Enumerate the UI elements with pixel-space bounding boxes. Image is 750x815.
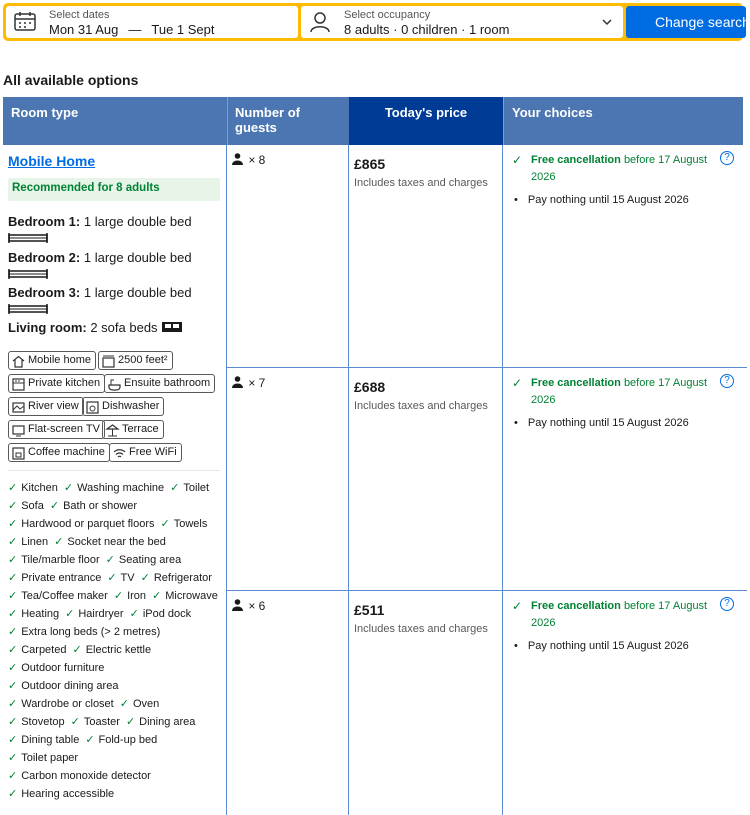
facility-chip <box>109 443 182 462</box>
facility-chip <box>82 397 164 416</box>
bed-info-bedroom-3 <box>8 285 192 300</box>
column-divider <box>502 145 503 815</box>
amenity-row <box>8 787 120 800</box>
amenity-item: Toilet paper <box>21 752 79 764</box>
amenity-item: Fold-up bed <box>98 734 158 746</box>
amenity-item: Extra long beds (> 2 metres) <box>21 626 161 638</box>
guest-count-value: × 6 <box>248 599 266 613</box>
terrace-icon <box>106 424 119 437</box>
facility-label: Dishwasher <box>102 400 160 412</box>
date-separator: — <box>128 22 142 37</box>
bed-room-label: Living room: <box>8 320 87 335</box>
check-in-date: Mon 31 Aug <box>49 22 119 37</box>
check-icon: ✓ <box>8 500 18 512</box>
facility-chip <box>8 351 96 370</box>
check-icon: ✓ <box>65 608 75 620</box>
person-icon <box>232 153 243 165</box>
double-bed-icon <box>8 303 48 315</box>
check-icon: ✓ <box>119 698 129 710</box>
wifi-icon <box>113 447 126 460</box>
check-icon: ✓ <box>8 518 18 530</box>
price: £865 <box>354 156 386 172</box>
amenity-item: Linen <box>21 536 49 548</box>
check-icon: ✓ <box>129 608 139 620</box>
row-divider <box>227 590 747 591</box>
header-guests: Number of guests <box>227 97 348 145</box>
price: £688 <box>354 379 386 395</box>
occupancy-picker[interactable] <box>301 6 623 38</box>
amenity-item: Carpeted <box>21 644 67 656</box>
check-icon: ✓ <box>8 752 18 764</box>
facility-label: Mobile home <box>28 354 91 366</box>
facility-label: 2500 feet² <box>118 354 168 366</box>
pay-later <box>514 417 689 429</box>
pay-later <box>514 194 689 206</box>
check-out-date: Tue 1 Sept <box>151 22 215 37</box>
check-icon: ✓ <box>8 716 18 728</box>
help-icon[interactable]: ? <box>720 374 734 388</box>
amenity-item: Microwave <box>165 590 218 602</box>
check-icon: ✓ <box>85 734 95 746</box>
person-icon <box>309 11 331 33</box>
amenity-item: Kitchen <box>21 482 58 494</box>
bed-room-value: 1 large double bed <box>83 250 192 265</box>
amenity-row <box>8 661 110 674</box>
amenity-row <box>8 607 197 620</box>
kitchen-icon <box>12 378 25 391</box>
bed-room-label: Bedroom 3: <box>8 285 81 300</box>
date-picker[interactable] <box>6 6 298 38</box>
amenity-item: Towels <box>173 518 208 530</box>
amenity-row <box>8 535 172 548</box>
free-cancellation-label: Free cancellation <box>531 377 621 389</box>
check-icon: ✓ <box>8 680 18 692</box>
amenity-item: Hairdryer <box>78 608 124 620</box>
amenity-row <box>8 481 215 494</box>
amenities-divider <box>8 470 220 471</box>
free-cancellation <box>512 598 712 632</box>
check-icon: ✓ <box>8 662 18 674</box>
dishwasher-icon <box>86 401 99 414</box>
amenity-row <box>8 589 224 602</box>
amenity-item: iPod dock <box>142 608 192 620</box>
check-icon: ✓ <box>512 599 523 613</box>
tax-note: Includes taxes and charges <box>354 177 488 189</box>
bed-room-value: 2 sofa beds <box>90 320 158 335</box>
amenity-item: Heating <box>21 608 60 620</box>
amenity-item: Outdoor furniture <box>21 662 105 674</box>
amenity-item: Refrigerator <box>153 572 212 584</box>
check-icon: ✓ <box>512 376 523 390</box>
free-cancellation <box>512 375 712 409</box>
check-icon: ✓ <box>70 716 80 728</box>
check-icon: ✓ <box>140 572 150 584</box>
amenity-item: Iron <box>127 590 147 602</box>
bath-icon <box>108 378 121 391</box>
amenity-row <box>8 733 163 746</box>
amenity-item: Bath or shower <box>63 500 138 512</box>
amenity-item: Tea/Coffee maker <box>21 590 108 602</box>
check-icon: ✓ <box>107 572 117 584</box>
header-room-type: Room type <box>11 105 79 120</box>
amenity-item: Toilet <box>183 482 210 494</box>
landscape-icon <box>12 401 25 414</box>
facility-label: Private kitchen <box>28 377 101 389</box>
recommended-badge: Recommended for 8 adults <box>8 178 220 201</box>
person-icon <box>232 599 243 611</box>
help-icon[interactable]: ? <box>720 151 734 165</box>
cancellation-deadline: before 17 August 2026 <box>531 600 708 629</box>
facility-chip <box>98 351 173 370</box>
amenity-item: Outdoor dining area <box>21 680 119 692</box>
amenity-row <box>8 553 187 566</box>
change-search-button[interactable]: Change search <box>626 6 746 38</box>
bed-room-label: Bedroom 1: <box>8 214 81 229</box>
facility-chip <box>102 420 164 439</box>
amenity-item: Sofa <box>21 500 44 512</box>
room-name-link[interactable]: Mobile Home <box>8 153 96 169</box>
facility-label: River view <box>28 400 79 412</box>
free-cancellation-label: Free cancellation <box>531 600 621 612</box>
amenity-item: Hearing accessible <box>21 788 115 800</box>
occupancy-value: 8 adults · 0 children · 1 room <box>344 22 510 37</box>
amenity-item: Electric kettle <box>85 644 152 656</box>
chevron-down-icon <box>601 16 613 28</box>
amenity-item: Seating area <box>118 554 182 566</box>
section-title: All available options <box>3 72 139 88</box>
check-icon: ✓ <box>8 482 18 494</box>
check-icon: ✓ <box>152 590 162 602</box>
facility-label: Free WiFi <box>129 446 177 458</box>
bed-room-value: 1 large double bed <box>83 214 192 229</box>
bed-info-bedroom-1 <box>8 214 192 229</box>
check-icon: ✓ <box>8 554 18 566</box>
check-icon: ✓ <box>125 716 136 728</box>
pay-later <box>514 640 689 652</box>
house-icon <box>12 355 25 368</box>
check-icon: ✓ <box>105 554 115 566</box>
facility-label: Ensuite bathroom <box>124 377 211 389</box>
check-icon: ✓ <box>8 644 18 656</box>
check-icon: ✓ <box>63 482 74 494</box>
amenity-item: Dining area <box>139 716 196 728</box>
amenity-row <box>8 715 201 728</box>
help-icon[interactable]: ? <box>720 597 734 611</box>
guest-count-value: × 8 <box>248 153 266 167</box>
amenity-row <box>8 499 143 512</box>
header-price: Today's price <box>349 97 503 145</box>
check-icon: ✓ <box>8 770 18 782</box>
facility-chip <box>8 420 105 439</box>
amenity-item: Tile/marble floor <box>21 554 100 566</box>
column-divider <box>348 145 349 815</box>
facility-chip <box>104 374 215 393</box>
guest-count <box>232 153 265 167</box>
dates-label: Select dates <box>49 9 110 21</box>
dates-value <box>49 22 215 37</box>
header-choices: Your choices <box>503 97 743 145</box>
bed-info-living-room <box>8 320 183 335</box>
amenity-row <box>8 625 166 638</box>
amenity-row <box>8 517 213 530</box>
amenity-item: Washing machine <box>77 482 165 494</box>
amenity-item: Private entrance <box>21 572 102 584</box>
guest-count-value: × 7 <box>248 376 266 390</box>
facility-label: Terrace <box>122 423 159 435</box>
facility-chip <box>8 374 105 393</box>
double-bed-icon <box>8 232 48 244</box>
amenity-item: Dining table <box>21 734 80 746</box>
amenity-item: Oven <box>132 698 160 710</box>
check-icon: ✓ <box>8 788 18 800</box>
free-cancellation <box>512 152 712 186</box>
coffee-icon <box>12 447 25 460</box>
check-icon: ✓ <box>160 518 170 530</box>
check-icon: ✓ <box>8 608 18 620</box>
bed-info-bedroom-2 <box>8 250 192 265</box>
amenity-item: Wardrobe or closet <box>21 698 114 710</box>
facility-chip <box>8 397 84 416</box>
price: £511 <box>354 602 385 618</box>
cancellation-deadline: before 17 August 2026 <box>531 154 708 183</box>
check-icon: ✓ <box>72 644 82 656</box>
bullet-icon: • <box>514 417 518 429</box>
check-icon: ✓ <box>54 536 64 548</box>
tv-icon <box>12 424 25 437</box>
pay-later-text: Pay nothing until 15 August 2026 <box>527 194 689 206</box>
amenity-item: Carbon monoxide detector <box>21 770 151 782</box>
check-icon: ✓ <box>8 734 18 746</box>
table-header <box>3 97 743 145</box>
free-cancellation-label: Free cancellation <box>531 154 621 166</box>
amenity-row <box>8 697 165 710</box>
tax-note: Includes taxes and charges <box>354 400 488 412</box>
amenity-item: Stovetop <box>21 716 65 728</box>
check-icon: ✓ <box>8 626 18 638</box>
check-icon: ✓ <box>8 698 18 710</box>
facility-label: Coffee machine <box>28 446 105 458</box>
row-divider <box>227 367 747 368</box>
search-bar <box>3 3 750 41</box>
check-icon: ✓ <box>113 590 124 602</box>
tax-note: Includes taxes and charges <box>354 623 488 635</box>
check-icon: ✓ <box>512 153 523 167</box>
amenity-row <box>8 571 218 584</box>
amenity-row <box>8 751 84 764</box>
check-icon: ✓ <box>8 590 18 602</box>
check-icon: ✓ <box>49 500 60 512</box>
double-bed-icon <box>8 268 48 280</box>
bed-room-value: 1 large double bed <box>83 285 192 300</box>
amenity-item: Hardwood or parquet floors <box>21 518 155 530</box>
check-icon: ✓ <box>170 482 180 494</box>
amenity-item: Socket near the bed <box>67 536 166 548</box>
facility-label: Flat-screen TV <box>28 423 100 435</box>
amenity-row <box>8 769 157 782</box>
amenity-row <box>8 643 157 656</box>
amenity-item: TV <box>120 572 135 584</box>
guest-count <box>232 376 265 390</box>
check-icon: ✓ <box>8 572 18 584</box>
check-icon: ✓ <box>8 536 18 548</box>
person-icon <box>232 376 243 388</box>
column-divider <box>226 145 227 815</box>
occupancy-label: Select occupancy <box>344 9 431 21</box>
facility-chip <box>8 443 110 462</box>
size-icon <box>102 355 115 368</box>
bullet-icon: • <box>514 640 518 652</box>
amenity-item: Toaster <box>83 716 120 728</box>
pay-later-text: Pay nothing until 15 August 2026 <box>527 417 689 429</box>
bed-room-label: Bedroom 2: <box>8 250 81 265</box>
calendar-icon <box>14 11 36 31</box>
sofa-bed-icon <box>161 321 183 333</box>
bullet-icon: • <box>514 194 518 206</box>
amenity-row <box>8 679 124 692</box>
pay-later-text: Pay nothing until 15 August 2026 <box>527 640 689 652</box>
cancellation-deadline: before 17 August 2026 <box>531 377 708 406</box>
guest-count <box>232 599 265 613</box>
